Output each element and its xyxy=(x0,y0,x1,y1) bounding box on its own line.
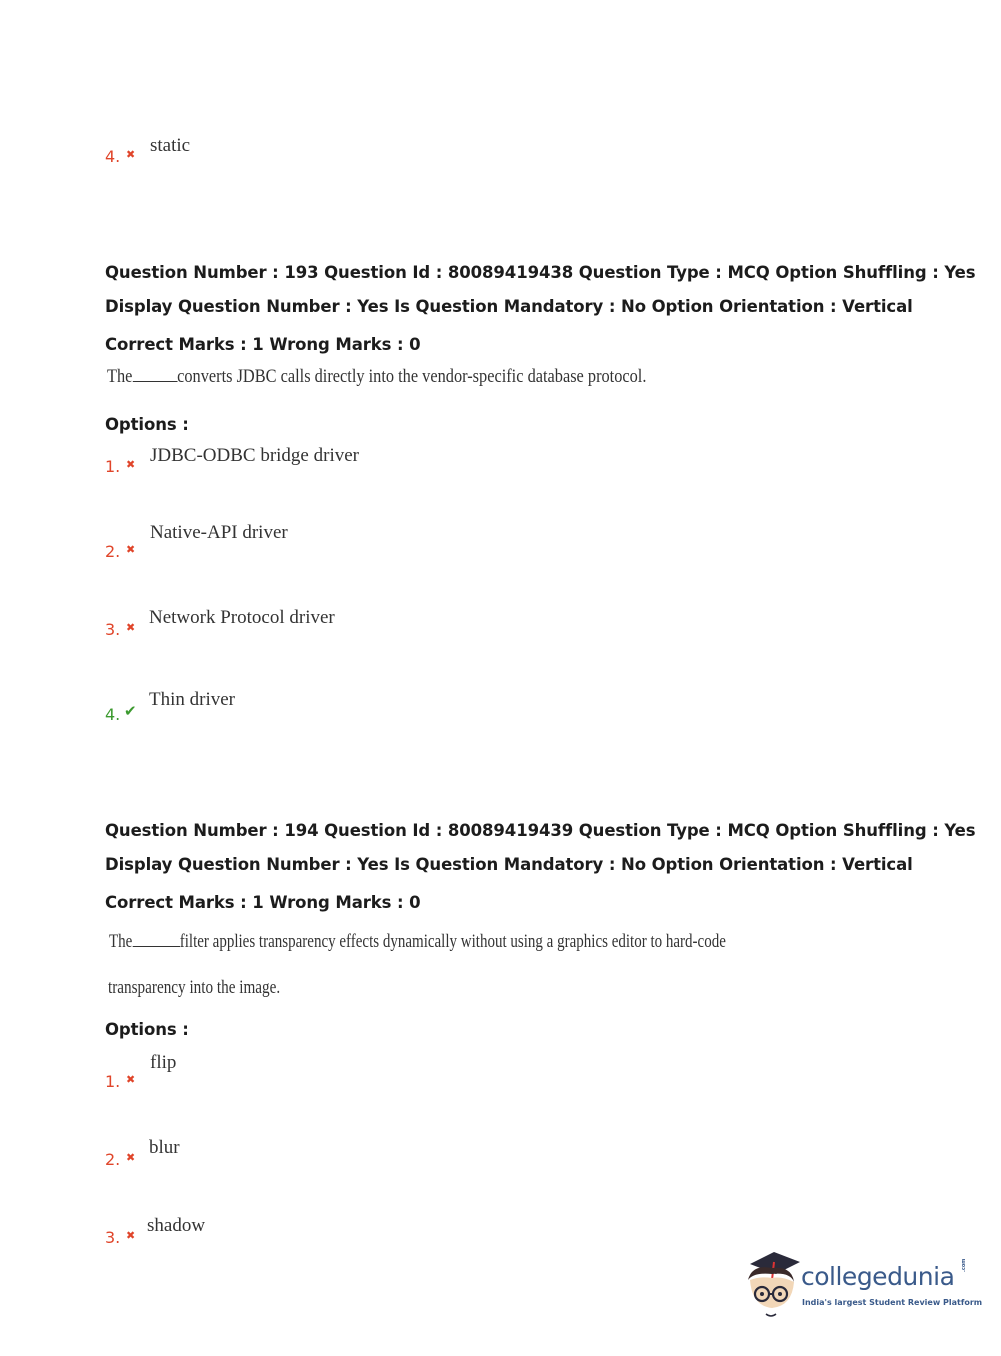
option-number: 1. xyxy=(105,457,121,476)
question-marks: Correct Marks : 1 Wrong Marks : 0 xyxy=(105,893,421,912)
question-text: The filter applies transparency effects dynamically without using a graphics editor to hard-code xyxy=(109,931,726,952)
question-text: The converts JDBC calls directly into the vendor-specific database protocol. xyxy=(107,366,647,387)
cross-icon: ✖ xyxy=(126,1151,136,1164)
question-meta: Question Number : 193 Question Id : 80089419438 Question Type : MCQ Option Shuffling : Yes xyxy=(105,263,976,282)
question-marks: Correct Marks : 1 Wrong Marks : 0 xyxy=(105,335,421,354)
options-label: Options : xyxy=(105,1020,189,1039)
cross-icon: ✖ xyxy=(126,1073,136,1086)
option-text: Network Protocol driver xyxy=(149,607,335,628)
answer-blank xyxy=(132,367,177,382)
option-text: shadow xyxy=(147,1215,206,1236)
option-number: 2. xyxy=(105,542,121,561)
option-text: static xyxy=(150,135,191,156)
option-text: Native-API driver xyxy=(150,522,288,543)
option-number: 4. xyxy=(105,147,121,166)
cross-icon: ✖ xyxy=(126,1229,136,1242)
question-text-line2: transparency into the image. xyxy=(108,977,281,998)
check-icon: ✔ xyxy=(124,702,137,720)
cross-icon: ✖ xyxy=(126,148,136,161)
option-text: Thin driver xyxy=(149,689,236,710)
option-number: 1. xyxy=(105,1072,121,1091)
option-number: 4. xyxy=(105,705,121,724)
answer-blank xyxy=(132,932,179,947)
cross-icon: ✖ xyxy=(126,458,136,471)
logo-suffix: .com xyxy=(961,1258,967,1272)
option-text: flip xyxy=(150,1052,177,1073)
option-text: JDBC-ODBC bridge driver xyxy=(150,445,359,466)
mascot-icon xyxy=(742,1250,802,1320)
option-text: blur xyxy=(149,1137,180,1158)
question-meta: Question Number : 194 Question Id : 80089419439 Question Type : MCQ Option Shuffling : Yes xyxy=(105,821,976,840)
logo-tagline: India's largest Student Review Platform xyxy=(802,1298,983,1307)
options-label: Options : xyxy=(105,415,189,434)
option-number: 2. xyxy=(105,1150,121,1169)
option-number: 3. xyxy=(105,1228,121,1247)
question-meta: Display Question Number : Yes Is Question Mandatory : No Option Orientation : Vertical xyxy=(105,855,913,874)
cross-icon: ✖ xyxy=(126,543,136,556)
option-number: 3. xyxy=(105,620,121,639)
collegedunia-logo xyxy=(742,1250,983,1322)
logo-name: collegedunia xyxy=(801,1262,955,1291)
question-meta: Display Question Number : Yes Is Question Mandatory : No Option Orientation : Vertical xyxy=(105,297,913,316)
cross-icon: ✖ xyxy=(126,621,136,634)
